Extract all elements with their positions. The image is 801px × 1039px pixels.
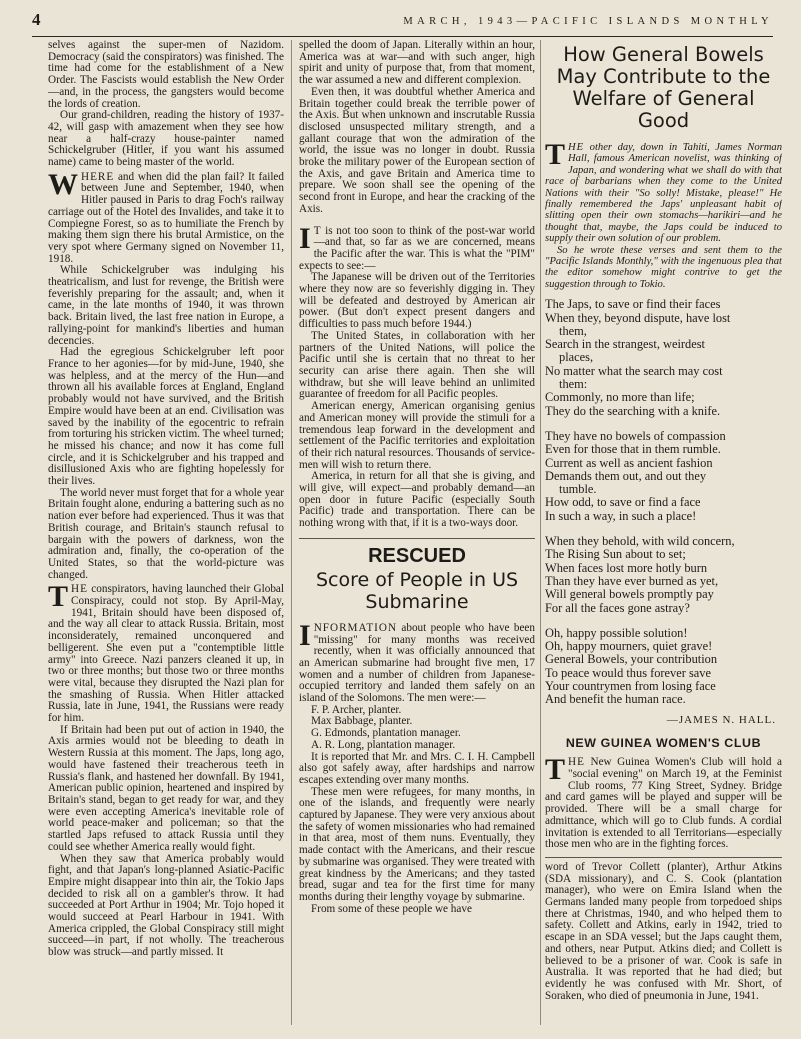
paragraph: The Japanese will be driven out of the Territories where they now are so feverishly digging in. They will be defeated and destroyed by American air power. (But don't expect present dangers and difficulties to pass much before 1944.) [299,271,535,331]
paragraph: Our grand-children, reading the history of 1937-42, will gasp with amazement when they see how near a half-crazy house-painter named Schickelgruber (Hitler, if you want his assumed name) came to being master of the world. [48,109,284,169]
running-head: MARCH, 1943—PACIFIC ISLANDS MONTHLY [403,16,773,27]
verse-stanza-1: The Japs, to save or find their faces When they, beyond dispute, have lost them, Search in the strangest, weirdest places, No matter what the search may cost them: Commonly, no more than life; They do the searching with a knife. [545,297,731,418]
section-divider [299,538,535,539]
drop-cap: W [48,167,78,201]
bowels-headline: How General Bowels May Contribute to the Welfare of General Good [556,44,771,132]
paragraph: American energy, American organising genius and American money will provide the stimuli for a tremendous leap forward in the development and settlement of the Pacific territories and exploitation of their rich natural resources. Thousands of service-men will wish to return there. [299,400,535,471]
rescued-headline: RESCUED [368,544,466,567]
intro-paragraph: So he wrote these verses and sent them to the "Pacific Islands Monthly," with the ingenuous plea that the editor somehow might contrive to get the suggestion through to Tokio. [545,244,782,290]
paragraph: I T is not too soon to think of the post-war world—and that, so far as we are concerned, means the Pacific after the war. This is what the "PIM" expects to see:— [299,221,535,272]
paragraph: While Schickelgruber was indulging his theatricalism, and lust for revenge, the British were feverishly preparing for the assault; and, when it came, in the late months of 1940, it was thrown back. Britain lived, the last free nation in Europe, a rallying-point for mankind's liberties and human decencies. [48,264,284,347]
verse-stanza-3: When they behold, with wild concern, The Rising Sun about to set; When faces lost more hotly burn Than they have ever burned as yet, Will general bowels promptly pay For all the faces gone astray? [545,534,735,615]
rescued-names-list [299,705,535,752]
paragraph: THE New Guinea Women's Club will hold a "social evening" on March 19, at the Feminist Club rooms, 77 King Street, Sydney. Bridge and card games will be played and supper will be provided. There will be a small charge for admittance, which will go to Club funds. A cordial invitation is extended to all Territorians—especially those men who are in the fighting forces. [545,753,782,851]
paragraph: INFORMATION about people who have been "missing" for many months was received recently, when it was officially announced that an American submarine had brought five men, 17 women and a number of children from Japanese-occupied territory and landed them safely on an island of the Solomons. The men were:— [299,618,535,705]
paragraph: Had the egregious Schickelgruber left poor France to her agonies—for by mid-June, 1940, she was helpless, and at the mercy of the Hun—and thrown all his available forces at England, England probably would not have survived, and the British Empire would have been at an end. Civilisation was saved by the inability of the egocentric to refrain from torturing his stricken victim. The wheel turned; he missed his chance; and now it has come full circle, and it is Schickelgruber and his trapped and disillusioned Axis who are fighting hopelessly for their lives. [48,346,284,488]
paragraph: Even then, it was doubtful whether America and Britain together could break the terrible power of the Axis. But when unknown and inscrutable Russia disclosed unsuspected military strength, and a gallant courage that won the admiration of the world, the issue was no longer in doubt. Russia broke the military power of the European section of the Axis, and gave Britain and America time to prepare. We soon shall see the opening of the second front in Europe, and hear the cracking of the Axis. [299,85,535,215]
list-item: A. R. Long, plantation manager. [311,738,456,751]
column-1-article [48,40,284,1025]
paragraph: The United States, in collaboration with her partners of the United Nations, will police the Pacific until she is certain that no threat to her security can arise there again. Then she will withdraw, but she will leave behind an unlimited guarantee of freedom for all Pacific peoples. [299,329,535,401]
club-headline: NEW GUINEA WOMEN'S CLUB [565,736,762,751]
paragraph: When they saw that America probably would fight, and that Japan's long-planned Asiatic-Pacific Empire might disappear into thin air, the Tokio Japs decided to risk all on a gambler's throw. It had succeeded at Port Arthur in 1904; Mr. Tojo hoped it would succeed at Pearl Harbour in 1941. With America crippled, the Global Conspiracy still might succeed—in part, if not wholly. The treacherous blow was struck—and partly missed. It [48,852,284,959]
paragraph: If Britain had been put out of action in 1940, the Axis armies would not be bleeding to death in Western Russia at this moment. The Japs, long ago, would have fastened their treacherous teeth in Russia's flank, and hastened her downfall. By 1941, American public opinion, heartened and inspired by Britain's stand, began to get ready for war, and they were even accepting America's inevitable role of world peace-maker and policeman; so that the startled Japs refused to attack Russia until they could see whether America really would fight. [48,723,284,853]
verse-stanza-4: Oh, happy possible solution! Oh, happy mourners, quiet grave! General Bowels, your contribution To peace would thus forever save Your countrymen from losing face And benefit the human race. [545,625,718,707]
page-header [32,12,773,37]
drop-cap: T [48,580,69,614]
paragraph: America, in return for all that she is giving, and will give, will expect—and probably demand—an open door in future Pacific (especially South Pacific) trade and transportation. There can be nothing wrong with that, if it is a two-ways door. [299,470,535,530]
paragraph: From some of these people we have [311,902,472,915]
column-rule-2 [540,40,541,1025]
drop-cap: I [299,221,311,255]
intro-paragraph: THE other day, down in Tahiti, James Norman Hall, famous American novelist, was thinking of Japan, and wondering what we shall do with that race of barbarians when they come to the United Nations with their "So solly! Mistake, please!" He finally remembered the Japs' unpleasant habit of slitting open their own stomachs—harikiri—and he thought that, maybe, the Japs could be induced to supply their own solution of our problem. [545,138,782,245]
rescued-subheadline: Score of People in US Submarine [315,568,519,613]
drop-cap: T [545,753,566,787]
paragraph: These men were refugees, for many months, in one of the islands, and frequently were nearly captured by Japanese. They were very anxious about the safety of women missionaries who had remained in that area, most of them nuns. Eventually, they made contact with the Americans, and their rescue by submarine was organised. They were treated with great kindness by the Americans; and they tasted bread, sugar and tea for the first time for many months during their lengthy voyage by submarine. [299,785,535,903]
column-2-article [299,40,535,1025]
paragraph: The world never must forget that for a whole year Britain fought alone, enduring a battering such as no nation ever before had experienced. Thus it was that British courage, and Britain's staunch refusal to bargain with the powers of darkness, won the admiration and, finally, the co-operation of the United States, so that the world-picture was changed. [48,486,284,581]
page-number: 4 [32,10,41,29]
section-divider [545,857,782,858]
list-item: Max Babbage, planter. [311,715,413,728]
paragraph: WHERE and when did the plan fail? It failed between June and September, 1940, when Hitler paused in Paris to drag Foch's railway carriage out of the Hotel des Invalides, and take it to Compiegne Forest, so as to humiliate the French by making them sign there his brutal Armistice, on the very spot where Germany signed on November 11, 1918. [48,167,284,265]
paragraph: It is reported that Mr. and Mrs. C. I. H. Campbell also got safely away, after hardships and narrow escapes extending over many months. [299,750,535,786]
paragraph: spelled the doom of Japan. Literally within an hour, America was at war—and with such anger, high spirit and unity of purpose that, from that moment, the war assumed a new and different complexion. [299,40,535,87]
paragraph: word of Trevor Collett (planter), Arthur Atkins (SDA missionary), and C. S. Cook (plantation manager), who were on Emira Island when the Germans landed many people from torpedoed ships there at Christmas, 1940, and who helped them to safety. Collett and Atkins, early in 1942, tried to escape in an SDA vessel; but the Japs caught them, and others, near Putput. Atkins died; and Collett is believed to be a prisoner of war. Cook is safe in Australia. It was reported that he had died; but evidently he was confused with Mr. Short, of Soraken, who died of pneumonia in June, 1941. [545,860,782,1002]
verse-stanza-2: They have no bowels of compassion Even for those that in them rumble. Current as well as ancient fashion Demands them out, and out they tumble. How odd, to save or find a face In such a way, in such a place! [545,428,726,523]
paragraph: THE conspirators, having launched their Global Conspiracy, could not stop. By April-May, 1941, Britain should have been disposed of, and the way all clear to attack Russia. Britain, most inconsiderately, remained unconquered and belligerent. She even put a "contemptible little army" into Greece. Nazi panzers cleaned it up, in two or three months; but those two or three months were vital, because they disrupted the Nazi plan for the smashing of Russia. When Hitler attacked Russia, late in June, 1941, the Russians were ready for him. [48,580,284,725]
list-item: G. Edmonds, plantation manager. [311,727,461,740]
list-item: F. P. Archer, planter. [311,703,402,716]
author-signature: —JAMES N. HALL. [666,713,776,726]
column-3-article [545,44,782,1029]
column-rule-1 [291,40,292,1025]
drop-cap: T [545,138,566,171]
drop-cap: I [299,618,311,652]
paragraph: selves against the super-men of Nazidom. Democracy (said the conspirators) was finished. The time had come for the establishment of a New Order. The Fascists would establish the New Order—and, in the process, the gangsters would become the lords of creation. [48,40,284,110]
